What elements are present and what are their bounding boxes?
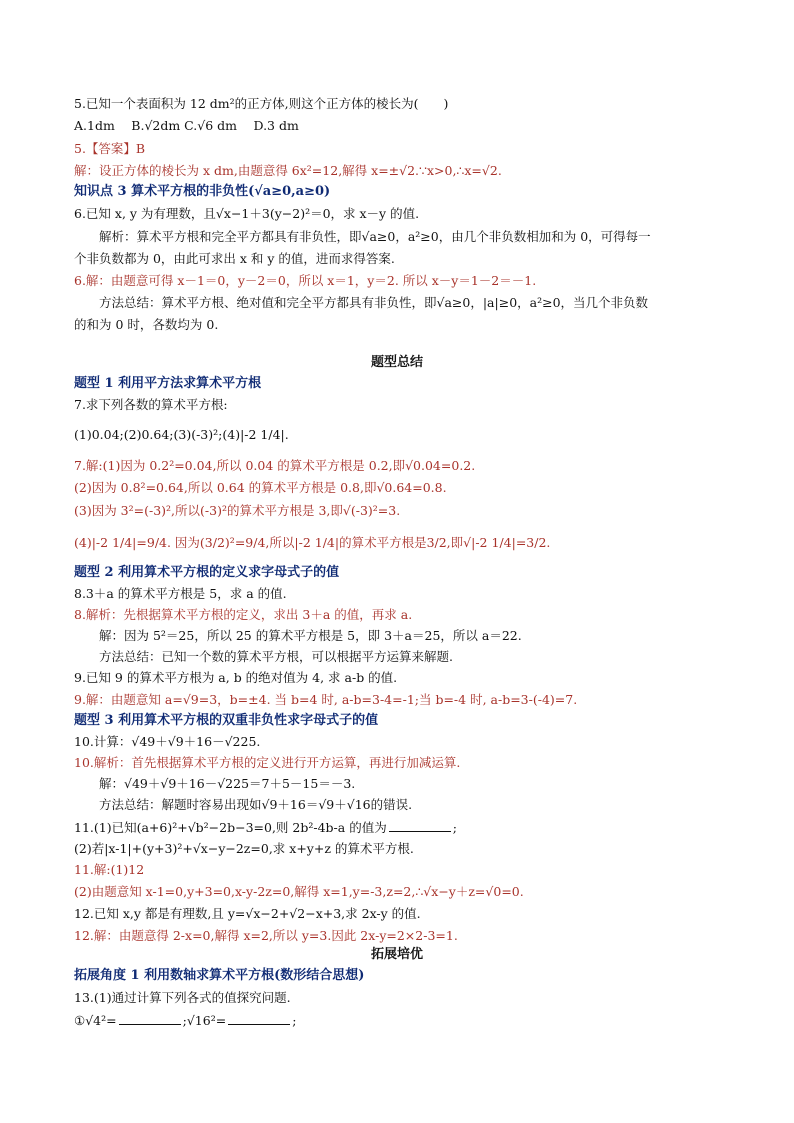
question-13: 13.(1)通过计算下列各式的值探究问题. <box>74 990 291 1005</box>
answer-blank[interactable] <box>228 1012 290 1025</box>
semicolon: ; <box>452 820 457 835</box>
question-11-part-1 <box>74 819 457 836</box>
answer-11-part-1: 11.解:(1)12 <box>74 862 145 877</box>
answer-7-part-3: (3)因为 3²=(-3)²,所以(-3)²的算术平方根是 3,即√(-3)²=3. <box>74 503 401 518</box>
answer-blank[interactable] <box>119 1012 181 1025</box>
answer-12: 12.解：由题意得 2-x=0,解得 x=2,所以 y=3.因此 2x-y=2×2-3=1. <box>74 928 458 943</box>
question-12: 12.已知 x,y 都是有理数,且 y=√x−2+√2−x+3,求 2x-y 的值. <box>74 906 421 921</box>
extension-1-heading: 拓展角度 1 利用数轴求算术平方根(数形结合思想) <box>74 968 365 983</box>
question-5: 5.已知一个表面积为 12 dm²的正方体,则这个正方体的棱长为( ) <box>74 96 449 111</box>
question-13-item-a: ①√4²= <box>74 1013 117 1028</box>
answer-7-part-2: (2)因为 0.8²=0.64,所以 0.64 的算术平方根是 0.8,即√0.64=0.8. <box>74 480 447 495</box>
type-3-heading: 题型 3 利用算术平方根的双重非负性求字母式子的值 <box>74 713 379 728</box>
question-9: 9.已知 9 的算术平方根为 a, b 的绝对值为 4, 求 a-b 的值. <box>74 670 398 685</box>
answer-5-label: 5.【答案】B <box>74 141 146 156</box>
answer-5-solution: 解：设正方体的棱长为 x dm,由题意得 6x²=12,解得 x=±√2.∵x>0,∴x=√2. <box>74 163 502 178</box>
question-11-part-2: (2)若|x-1|+(y+3)²+√x−y−2z=0,求 x+y+z 的算术平方根. <box>74 841 414 856</box>
question-10: 10.计算：√49＋√9＋16－√225. <box>74 734 261 749</box>
answer-7-part-1: 7.解:(1)因为 0.2²=0.04,所以 0.04 的算术平方根是 0.2,即√0.04=0.2. <box>74 458 476 473</box>
question-11-part-1-text: 11.(1)已知(a+6)²+√b²−2b−3=0,则 2b²-4b-a 的值为 <box>74 820 387 835</box>
type-2-heading: 题型 2 利用算术平方根的定义求字母式子的值 <box>74 565 340 580</box>
answer-10-solution: 解：√49＋√9＋16－√225＝7＋5－15＝－3. <box>99 776 356 791</box>
answer-9: 9.解：由题意知 a=√9=3，b=±4. 当 b=4 时, a-b=3-4=-1;当 b=-4 时, a-b=3-(-4)=7. <box>74 692 578 707</box>
answer-8-solution: 解：因为 5²＝25，所以 25 的算术平方根是 5，即 3＋a＝25，所以 a＝22. <box>99 628 522 643</box>
answer-blank[interactable] <box>389 819 451 832</box>
question-7-items: (1)0.04;(2)0.64;(3)(-3)²;(4)|-2 1/4|. <box>74 427 289 442</box>
semicolon: ; <box>292 1013 297 1028</box>
answer-10-analysis: 10.解析：首先根据算术平方根的定义进行开方运算，再进行加减运算. <box>74 755 461 770</box>
type-1-heading: 题型 1 利用平方法求算术平方根 <box>74 376 262 391</box>
section-title-extend: 拓展培优 <box>370 947 423 962</box>
answer-6-method-line-2: 的和为 0 时，各数均为 0. <box>74 317 219 332</box>
answer-6: 6.解：由题意可得 x－1＝0，y－2＝0，所以 x＝1，y＝2. 所以 x－y＝1－2＝－1. <box>74 273 537 288</box>
question-13-item-b: ;√16²= <box>182 1013 227 1028</box>
question-7: 7.求下列各数的算术平方根: <box>74 397 228 412</box>
section-title-summary: 题型总结 <box>370 355 423 370</box>
question-6-analysis-line-2: 个非负数都为 0，由此可求出 x 和 y 的值，进而求得答案. <box>74 251 395 266</box>
question-8: 8.3＋a 的算术平方根是 5，求 a 的值. <box>74 586 287 601</box>
answer-6-method-line-1: 方法总结：算术平方根、绝对值和完全平方都具有非负性，即√a≥0，|a|≥0，a²≥0，当几个非负数 <box>99 295 649 310</box>
answer-8-analysis: 8.解析：先根据算术平方根的定义，求出 3＋a 的值，再求 a. <box>74 607 413 622</box>
question-6-analysis-line-1: 解析：算术平方根和完全平方都具有非负性，即√a≥0，a²≥0，由几个非负数相加和为 0，可得每一 <box>99 229 651 244</box>
answer-7-part-4: (4)|-2 1/4|=9/4. 因为(3/2)²=9/4,所以|-2 1/4|的算术平方根是3/2,即√|-2 1/4|=3/2. <box>74 535 551 550</box>
answer-11-part-2: (2)由题意知 x-1=0,y+3=0,x-y-2z=0,解得 x=1,y=-3,z=2,∴√x−y＋z=√0=0. <box>74 884 524 899</box>
answer-8-method: 方法总结：已知一个数的算术平方根，可以根据平方运算来解题. <box>99 649 453 664</box>
answer-10-method: 方法总结：解题时容易出现如√9＋16＝√9＋√16的错误. <box>99 797 413 812</box>
knowledge-point-3-heading: 知识点 3 算术平方根的非负性(√a≥0,a≥0) <box>74 184 331 199</box>
question-6: 6.已知 x, y 为有理数，且√x−1＋3(y−2)²＝0，求 x－y 的值. <box>74 206 420 221</box>
question-13-part-1 <box>74 1012 296 1029</box>
question-5-options: A.1dm B.√2dm C.√6 dm D.3 dm <box>74 118 299 133</box>
